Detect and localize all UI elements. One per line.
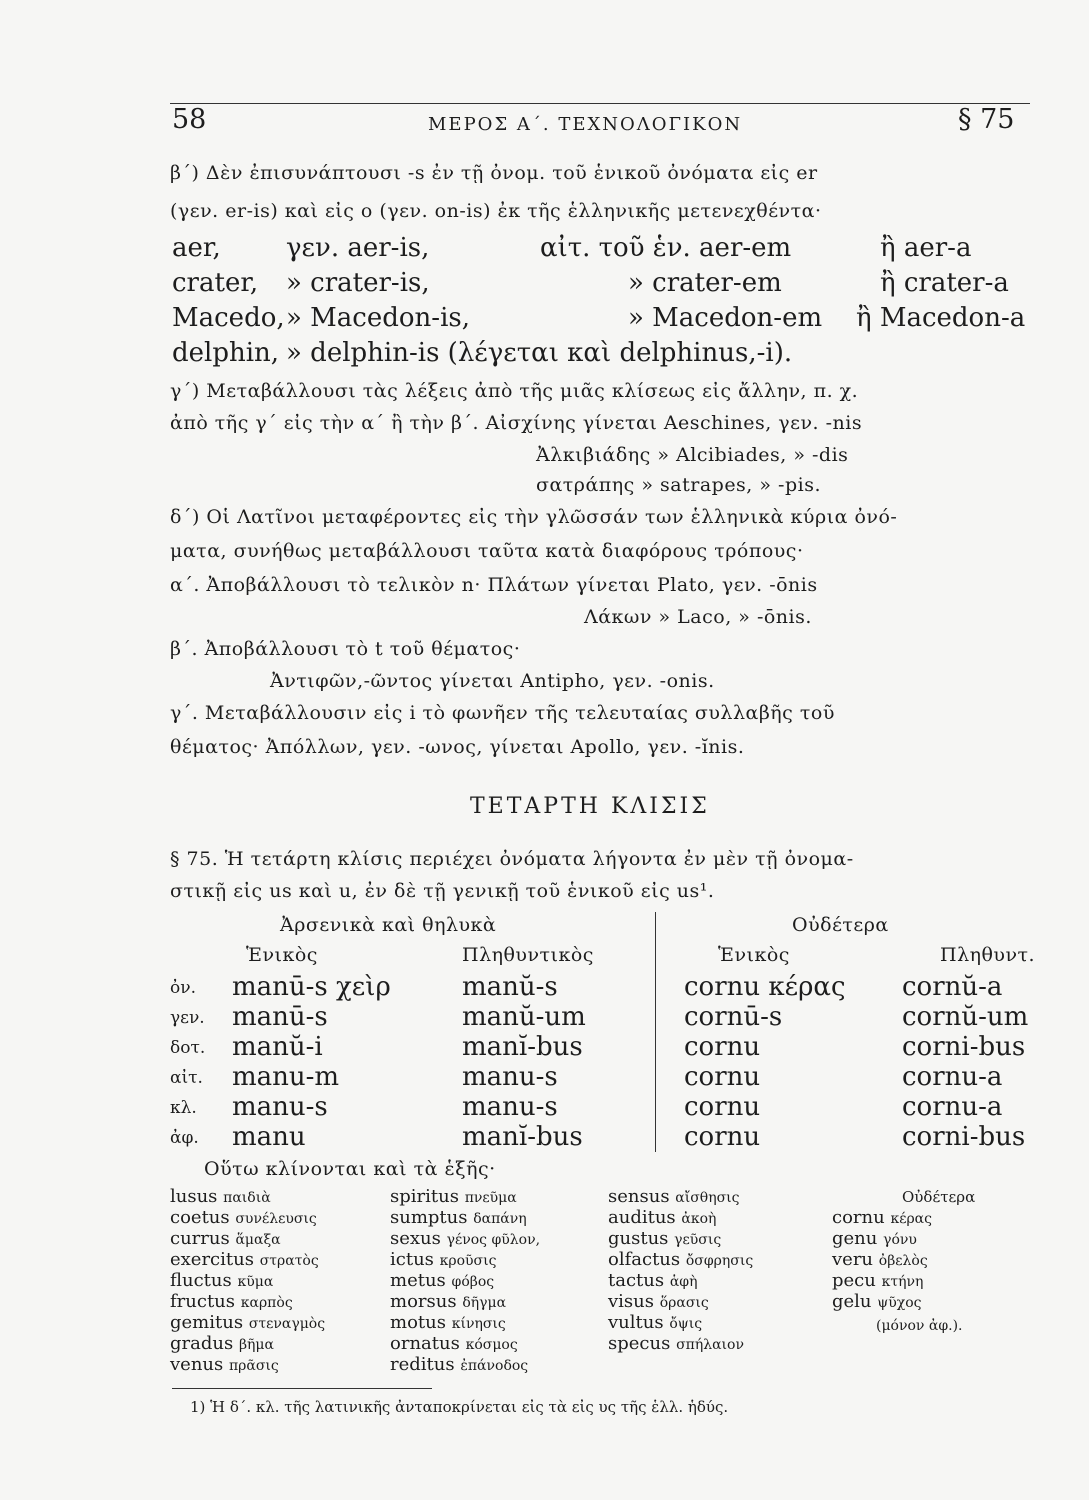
example-word: crater, xyxy=(172,268,259,298)
vocab-item: ictus κροῦσις xyxy=(390,1249,497,1270)
table-cell: cornu xyxy=(684,1032,761,1062)
vocab-item: coetus συνέλευσις xyxy=(170,1207,317,1228)
vocab-item: lusus παιδιὰ xyxy=(170,1186,271,1207)
case-label: ὀν. xyxy=(170,978,196,998)
table-cell: manĭ-bus xyxy=(462,1032,583,1062)
group-left-heading: Ἀρσενικὰ καὶ θηλυκὰ xyxy=(280,914,497,936)
sub-right-plural: Πληθυντ. xyxy=(940,944,1036,966)
para-gamma-line3: Ἀλκιβιάδης » Alcibiades, » -dis xyxy=(536,444,849,466)
vocab-item: tactus ἁφὴ xyxy=(608,1270,698,1291)
section-para-line2: στικῇ εἰς us καὶ u, ἐν δὲ τῇ γενικῇ τοῦ ἑνικοῦ εἰς us¹. xyxy=(170,880,715,902)
table-cell: manŭ-i xyxy=(232,1032,323,1062)
group-right-heading: Οὐδέτερα xyxy=(792,914,889,936)
vocab-item: genu γόνυ xyxy=(832,1228,917,1249)
vocab-item: auditus ἀκοὴ xyxy=(608,1207,717,1228)
para-alpha-line2: Λάκων » Laco, » -ōnis. xyxy=(584,606,812,628)
section-title: ΤΕΤΑΡΤΗ ΚΛΙΣΙΣ xyxy=(470,794,710,819)
vocab-item: motus κίνησις xyxy=(390,1312,506,1333)
example-gen: γεν. aer-is, xyxy=(286,233,430,263)
para-beta-line1: β΄) Δὲν ἐπισυνάπτουσι -s ἐν τῇ ὀνομ. τοῦ ἑνικοῦ ὀνόματα εἰς er xyxy=(170,162,818,184)
example-alt: ἢ Macedon-a xyxy=(856,303,1026,333)
para-beta-line2: (γεν. er-is) καὶ εἰς o (γεν. on-is) ἐκ τῆς ἑλληνικῆς μετενεχθέντα· xyxy=(170,200,822,222)
example-alt: ἢ aer-a xyxy=(880,233,972,263)
para-gamma-line4: σατράπης » satrapes, » -pis. xyxy=(536,474,822,496)
vocab-item: cornu κέρας xyxy=(832,1207,932,1228)
vocab-item: currus ἅμαξα xyxy=(170,1228,281,1249)
sub-right-singular: Ἑνικὸς xyxy=(718,944,790,966)
vocab-item: vultus ὄψις xyxy=(608,1312,703,1333)
example-alt: ἢ crater-a xyxy=(880,268,1009,298)
case-label: δοτ. xyxy=(170,1038,206,1058)
vocab-item: (μόνον ἀφ.). xyxy=(876,1318,963,1334)
vocab-item: gelu ψῦχος xyxy=(832,1291,922,1312)
table-cell: corni-bus xyxy=(902,1032,1026,1062)
vocab-item: exercitus στρατὸς xyxy=(170,1249,319,1270)
example-word: aer, xyxy=(172,233,221,263)
section-ref: § 75 xyxy=(958,104,1015,135)
table-cell: manŭ-um xyxy=(462,1002,586,1032)
sub-left-singular: Ἑνικὸς xyxy=(246,944,318,966)
running-title: ΜΕΡΟΣ Α΄. ΤΕΧΝΟΛΟΓΙΚΟΝ xyxy=(428,114,743,135)
table-cell: cornŭ-um xyxy=(902,1002,1029,1032)
example-word: Macedo, xyxy=(172,303,285,333)
table-cell: cornu-a xyxy=(902,1062,1003,1092)
para-gamma2-line2: θέματος· Ἀπόλλων, γεν. -ωνος, γίνεται Apollo, γεν. -ĭnis. xyxy=(170,736,745,758)
para-delta-line1: δ΄) Οἱ Λατῖνοι μεταφέροντες εἰς τὴν γλῶσσάν των ἑλληνικὰ κύρια ὀνό- xyxy=(170,506,898,528)
vocab-item: fructus καρπὸς xyxy=(170,1291,293,1312)
vocab-item: venus πρᾶσις xyxy=(170,1354,279,1375)
para-beta2-line2: Ἀντιφῶν,-ῶντος γίνεται Antipho, γεν. -onis. xyxy=(270,670,715,692)
example-acc: » crater-em xyxy=(628,268,782,298)
vocab-item: gradus βῆμα xyxy=(170,1333,274,1354)
table-cell: manu xyxy=(232,1122,306,1152)
case-label: γεν. xyxy=(170,1008,205,1028)
table-cell: corni-bus xyxy=(902,1122,1026,1152)
table-cell: manū-s xyxy=(232,1002,328,1032)
case-label: αἰτ. xyxy=(170,1068,203,1088)
vocab-item: gemitus στεναγμὸς xyxy=(170,1312,326,1333)
sub-left-plural: Πληθυντικὸς xyxy=(462,944,594,966)
table-cell: cornŭ-a xyxy=(902,972,1003,1002)
vocab-neuter-heading: Οὐδέτερα xyxy=(902,1188,976,1206)
vocab-item: metus φόβος xyxy=(390,1270,495,1291)
table-cell: cornu κέρας xyxy=(684,972,846,1002)
vocab-item: pecu κτήνη xyxy=(832,1270,924,1291)
vocab-item: spiritus πνεῦμα xyxy=(390,1186,517,1207)
table-cell: manu-s xyxy=(232,1092,328,1122)
para-gamma-line1: γ΄) Μεταβάλλουσι τὰς λέξεις ἀπὸ τῆς μιᾶς κλίσεως εἰς ἄλλην, π. χ. xyxy=(170,380,859,402)
header-rule xyxy=(170,103,1030,104)
vocab-intro: Οὕτω κλίνονται καὶ τὰ ἑξῆς· xyxy=(204,1158,496,1180)
footnote: 1) Ἡ δ΄. κλ. τῆς λατινικῆς ἀνταποκρίνεται εἰς τὰ εἰς υς τῆς ἑλλ. ἡδύς. xyxy=(190,1398,729,1416)
para-beta2-line1: β΄. Ἀποβάλλουσι τὸ t τοῦ θέματος· xyxy=(170,638,521,660)
table-cell: manŭ-s xyxy=(462,972,558,1002)
footnote-rule xyxy=(172,1388,432,1389)
vocab-item: gustus γεῦσις xyxy=(608,1228,722,1249)
para-alpha-line1: α΄. Ἀποβάλλουσι τὸ τελικὸν n· Πλάτων γίνεται Plato, γεν. -ōnis xyxy=(170,574,818,596)
table-cell: cornu xyxy=(684,1062,761,1092)
vocab-item: sensus αἴσθησις xyxy=(608,1186,740,1207)
vocab-item: olfactus ὄσφρησις xyxy=(608,1249,754,1270)
vocab-item: sumptus δαπάνη xyxy=(390,1207,527,1228)
vocab-item: sexus γένος φῦλον, xyxy=(390,1228,541,1249)
section-para-line1: § 75. Ἡ τετάρτη κλίσις περιέχει ὀνόματα λήγοντα ἐν μὲν τῇ ὀνομα- xyxy=(170,848,854,870)
para-delta-line2: ματα, συνήθως μεταβάλλουσι ταῦτα κατὰ διαφόρους τρόπους· xyxy=(170,540,804,562)
vocab-item: specus σπήλαιον xyxy=(608,1333,744,1354)
table-cell: manu-s xyxy=(462,1092,558,1122)
example-word: delphin, xyxy=(172,338,280,368)
case-label: ἀφ. xyxy=(170,1128,199,1148)
vocab-item: veru ὀβελὸς xyxy=(832,1249,928,1270)
vocab-item: morsus δῆγμα xyxy=(390,1291,507,1312)
table-cell: manĭ-bus xyxy=(462,1122,583,1152)
case-label: κλ. xyxy=(170,1098,197,1118)
example-gen: » crater-is, xyxy=(286,268,430,298)
table-divider xyxy=(655,912,656,1152)
table-cell: manu-m xyxy=(232,1062,340,1092)
vocab-item: visus ὅρασις xyxy=(608,1291,709,1312)
table-cell: manu-s xyxy=(462,1062,558,1092)
para-gamma-line2: ἀπὸ τῆς γ΄ εἰς τὴν α΄ ἢ τὴν β΄. Αἰσχίνης γίνεται Aeschines, γεν. -nis xyxy=(170,412,863,434)
vocab-item: fluctus κῦμα xyxy=(170,1270,274,1291)
table-cell: cornu xyxy=(684,1122,761,1152)
example-acc: αἰτ. τοῦ ἑν. aer-em xyxy=(540,233,792,263)
table-cell: cornū-s xyxy=(684,1002,783,1032)
table-cell: cornu xyxy=(684,1092,761,1122)
para-gamma2-line1: γ΄. Μεταβάλλουσιν εἰς i τὸ φωνῆεν τῆς τελευταίας συλλαβῆς τοῦ xyxy=(170,702,835,724)
vocab-item: ornatus κόσμος xyxy=(390,1333,518,1354)
example-gen: » delphin-is (λέγεται καὶ delphinus,-i). xyxy=(286,338,793,368)
example-acc: » Macedon-em xyxy=(628,303,823,333)
example-gen: » Macedon-is, xyxy=(286,303,470,333)
table-cell: cornu-a xyxy=(902,1092,1003,1122)
vocab-item: reditus ἐπάνοδος xyxy=(390,1354,529,1375)
page-number: 58 xyxy=(172,104,207,135)
table-cell: manū-s χεὶρ xyxy=(232,972,391,1002)
